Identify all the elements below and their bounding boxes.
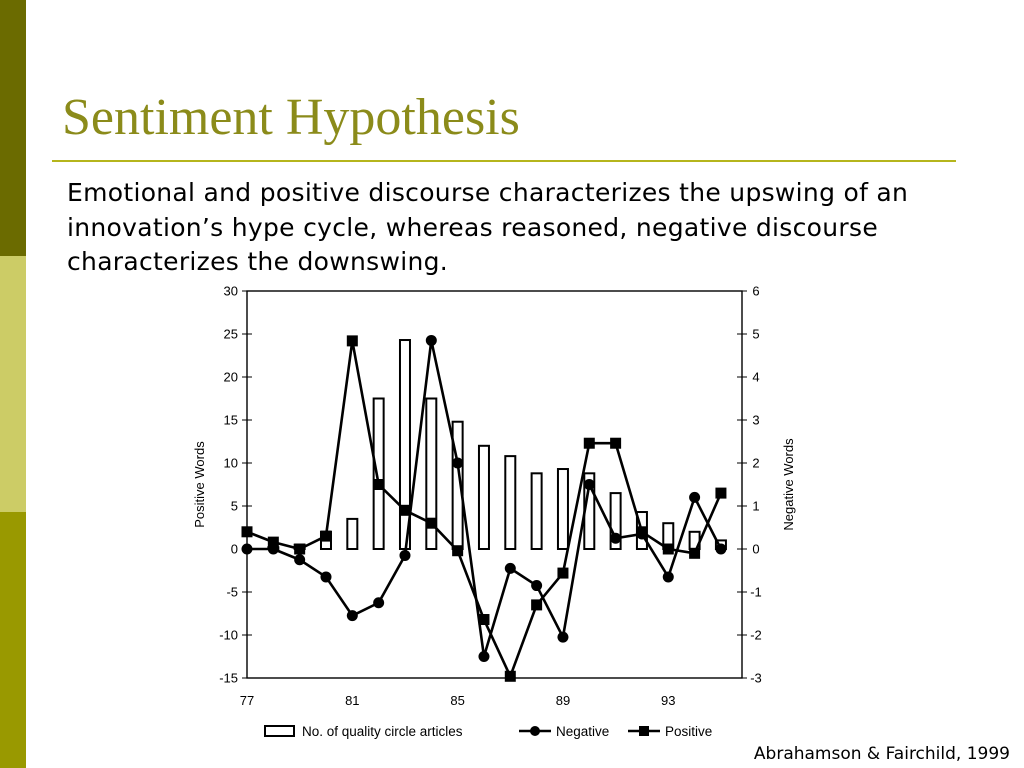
y-axis-label-positive-words: Positive Words xyxy=(192,441,207,528)
point-negative xyxy=(689,492,700,503)
y-tick-label-left: 0 xyxy=(230,541,238,557)
point-positive xyxy=(452,545,463,556)
bar-articles xyxy=(532,473,542,549)
y-tick-label-left: -5 xyxy=(226,584,238,600)
bars-layer xyxy=(268,340,726,549)
bar-articles xyxy=(479,446,489,549)
title-underline xyxy=(52,160,956,162)
point-negative xyxy=(584,479,595,490)
y-tick-label-left: 15 xyxy=(223,412,238,428)
legend-label-negative: Negative xyxy=(556,724,610,739)
sentiment-chart xyxy=(185,280,805,750)
x-tick-label: 77 xyxy=(239,693,255,708)
bar-articles xyxy=(558,469,568,549)
y-tick-label-right: 5 xyxy=(752,326,760,342)
point-negative xyxy=(426,335,437,346)
citation: Abrahamson & Fairchild, 1999 xyxy=(753,744,1010,764)
y-tick-label-right: 2 xyxy=(752,455,760,471)
legend-marker-negative xyxy=(530,726,540,736)
y-tick-label-left: 5 xyxy=(230,498,238,514)
y-tick-label-left: 10 xyxy=(223,455,238,471)
point-positive xyxy=(399,505,410,516)
y-tick-label-left: -10 xyxy=(219,627,238,643)
y-tick-label-right: -2 xyxy=(750,627,762,643)
y-tick-label-left: -15 xyxy=(219,670,238,686)
slide-title: Sentiment Hypothesis xyxy=(62,89,520,146)
point-positive xyxy=(689,548,700,559)
y-tick-label-right: 4 xyxy=(752,369,760,385)
y-tick-label-right: 0 xyxy=(752,541,760,557)
point-negative xyxy=(478,651,489,662)
point-positive xyxy=(636,526,647,537)
bar-articles xyxy=(374,399,384,550)
bar-articles xyxy=(347,519,357,549)
y-tick-label-right: 3 xyxy=(752,412,760,428)
y-tick-label-right: 6 xyxy=(752,283,760,299)
point-positive xyxy=(531,599,542,610)
point-negative xyxy=(715,544,726,555)
legend-label-articles: No. of quality circle articles xyxy=(302,724,463,739)
sidebar-band-middle xyxy=(0,256,26,512)
sidebar-band-bottom xyxy=(0,512,26,768)
point-negative xyxy=(347,610,358,621)
y-tick-label-left: 20 xyxy=(223,369,238,385)
point-negative xyxy=(399,550,410,561)
point-positive xyxy=(610,438,621,449)
x-tick-label: 93 xyxy=(661,693,676,708)
point-positive xyxy=(715,488,726,499)
x-tick-label: 85 xyxy=(450,693,465,708)
y-tick-label-left: 25 xyxy=(223,326,238,342)
point-negative xyxy=(294,554,305,565)
y-axis-label-negative-words: Negative Words xyxy=(781,438,796,531)
bar-articles xyxy=(505,456,515,549)
point-negative xyxy=(610,533,621,544)
legend-marker-positive xyxy=(639,726,649,736)
x-tick-label: 81 xyxy=(345,693,360,708)
point-positive xyxy=(320,531,331,542)
x-tick-label: 89 xyxy=(555,693,571,708)
y-tick-label-right: -1 xyxy=(750,584,762,600)
axes-layer xyxy=(219,284,762,709)
legend xyxy=(265,724,712,739)
point-negative xyxy=(320,571,331,582)
point-positive xyxy=(373,479,384,490)
sidebar-band-top xyxy=(0,0,26,256)
point-positive xyxy=(347,335,358,346)
point-positive xyxy=(505,671,516,682)
point-positive xyxy=(557,568,568,579)
point-positive xyxy=(294,544,305,555)
point-negative xyxy=(557,632,568,643)
point-negative xyxy=(452,458,463,469)
point-positive xyxy=(426,518,437,529)
point-negative xyxy=(531,580,542,591)
point-positive xyxy=(268,537,279,548)
y-tick-label-right: 1 xyxy=(752,498,760,514)
point-positive xyxy=(478,614,489,625)
legend-label-positive: Positive xyxy=(665,724,713,739)
slide-body-text: Emotional and positive discourse characterizes the upswing of an innovation’s hype cycle, whereas reasoned, negative discourse characterizes the downswing. xyxy=(67,178,909,276)
point-positive xyxy=(663,544,674,555)
point-negative xyxy=(663,571,674,582)
point-negative xyxy=(505,563,516,574)
point-negative xyxy=(373,597,384,608)
legend-swatch-articles xyxy=(265,726,294,736)
y-tick-label-right: -3 xyxy=(750,670,762,686)
point-positive xyxy=(584,438,595,449)
y-tick-label-left: 30 xyxy=(223,283,238,299)
